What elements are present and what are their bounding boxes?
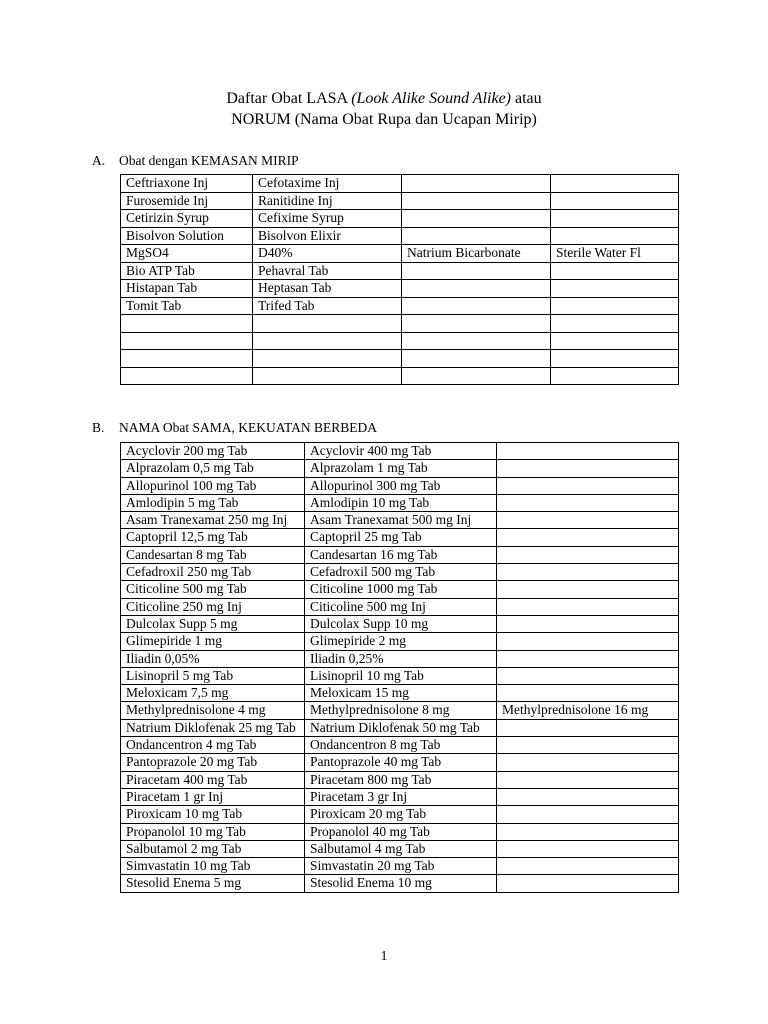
table-cell [402, 332, 551, 350]
table-cell: Simvastatin 10 mg Tab [121, 858, 305, 875]
section-b-heading [92, 420, 377, 436]
table-cell [402, 192, 551, 210]
table-cell: Asam Tranexamat 500 mg Inj [305, 512, 497, 529]
table-row [121, 788, 679, 805]
table-row [121, 667, 679, 684]
table-row [121, 737, 679, 754]
table-cell: Citicoline 500 mg Tab [121, 581, 305, 598]
table-cell [497, 737, 679, 754]
table-cell: Piracetam 800 mg Tab [305, 771, 497, 788]
table-cell [551, 210, 679, 228]
table-cell: Lisinopril 10 mg Tab [305, 667, 497, 684]
table-cell [497, 564, 679, 581]
table-cell: Piracetam 400 mg Tab [121, 771, 305, 788]
table-cell [497, 443, 679, 460]
table-cell [497, 771, 679, 788]
table-row [121, 494, 679, 511]
table-row [121, 443, 679, 460]
title-text-italic: (Look Alike Sound Alike) [351, 90, 511, 107]
table-cell: Citicoline 1000 mg Tab [305, 581, 497, 598]
table-row [121, 840, 679, 857]
table-cell [121, 332, 253, 350]
table-cell: Ondancentron 8 mg Tab [305, 737, 497, 754]
table-row [121, 685, 679, 702]
table-cell [497, 840, 679, 857]
table-row [121, 823, 679, 840]
table-cell [497, 754, 679, 771]
table-cell: Methylprednisolone 8 mg [305, 702, 497, 719]
table-cell: Cefadroxil 500 mg Tab [305, 564, 497, 581]
section-b-letter: B. [92, 420, 105, 435]
table-cell: Pehavral Tab [253, 262, 402, 280]
document-title-line-2: NORUM (Nama Obat Rupa dan Ucapan Mirip) [231, 111, 537, 128]
table-cell: Tomit Tab [121, 297, 253, 315]
table-cell: Cefadroxil 250 mg Tab [121, 564, 305, 581]
table-cell [497, 858, 679, 875]
table-cell [551, 332, 679, 350]
table-row [121, 858, 679, 875]
table-cell: Candesartan 16 mg Tab [305, 546, 497, 563]
table-cell: Trifed Tab [253, 297, 402, 315]
table-cell: Stesolid Enema 10 mg [305, 875, 497, 892]
table-row [121, 192, 679, 210]
table-row [121, 245, 679, 263]
table-cell [497, 494, 679, 511]
table-cell: Meloxicam 15 mg [305, 685, 497, 702]
table-cell: Bisolvon Elixir [253, 227, 402, 245]
table-cell: Cefotaxime Inj [253, 175, 402, 193]
table-cell [402, 297, 551, 315]
table-cell: Asam Tranexamat 250 mg Inj [121, 512, 305, 529]
table-cell: Alprazolam 0,5 mg Tab [121, 460, 305, 477]
table-cell: Amlodipin 5 mg Tab [121, 494, 305, 511]
table-cell: Methylprednisolone 16 mg [497, 702, 679, 719]
table-cell [497, 615, 679, 632]
table-row [121, 615, 679, 632]
table-cell [497, 685, 679, 702]
table-cell: Histapan Tab [121, 280, 253, 298]
table-cell [402, 262, 551, 280]
table-row [121, 460, 679, 477]
table-cell [121, 315, 253, 333]
table-cell [551, 367, 679, 385]
table-cell [551, 315, 679, 333]
table-cell: Bio ATP Tab [121, 262, 253, 280]
table-row [121, 297, 679, 315]
table-cell [253, 350, 402, 368]
table-cell: Glimepiride 2 mg [305, 633, 497, 650]
table-row [121, 719, 679, 736]
table-cell: Sterile Water Fl [551, 245, 679, 263]
table-cell: Amlodipin 10 mg Tab [305, 494, 497, 511]
table-row [121, 512, 679, 529]
table-cell: D40% [253, 245, 402, 263]
table-cell: Acyclovir 400 mg Tab [305, 443, 497, 460]
table-cell: Citicoline 250 mg Inj [121, 598, 305, 615]
section-a-letter: A. [92, 153, 106, 168]
table-cell: Natrium Diklofenak 50 mg Tab [305, 719, 497, 736]
table-cell: Ceftriaxone Inj [121, 175, 253, 193]
table-cell [497, 667, 679, 684]
table-cell [551, 297, 679, 315]
table-cell: Acyclovir 200 mg Tab [121, 443, 305, 460]
table-cell: Glimepiride 1 mg [121, 633, 305, 650]
table-row [121, 546, 679, 563]
table-cell: Piroxicam 20 mg Tab [305, 806, 497, 823]
table-cell [497, 598, 679, 615]
table-cell: Iliadin 0,25% [305, 650, 497, 667]
table-cell: MgSO4 [121, 245, 253, 263]
table-cell: Propanolol 10 mg Tab [121, 823, 305, 840]
table-cell: Salbutamol 4 mg Tab [305, 840, 497, 857]
table-cell: Propanolol 40 mg Tab [305, 823, 497, 840]
table-cell [551, 280, 679, 298]
table-cell [253, 332, 402, 350]
table-cell [551, 262, 679, 280]
table-cell [497, 633, 679, 650]
table-row [121, 262, 679, 280]
table-cell: Methylprednisolone 4 mg [121, 702, 305, 719]
table-cell: Cefixime Syrup [253, 210, 402, 228]
table-cell [497, 719, 679, 736]
section-b-title: NAMA Obat SAMA, KEKUATAN BERBEDA [119, 420, 378, 435]
table-cell: Piracetam 1 gr Inj [121, 788, 305, 805]
table-cell [551, 175, 679, 193]
table-row [121, 771, 679, 788]
table-cell: Citicoline 500 mg Inj [305, 598, 497, 615]
section-a-table [120, 174, 679, 385]
table-cell: Piracetam 3 gr Inj [305, 788, 497, 805]
table-cell: Lisinopril 5 mg Tab [121, 667, 305, 684]
table-row [121, 633, 679, 650]
table-row [121, 581, 679, 598]
table-cell: Heptasan Tab [253, 280, 402, 298]
table-cell [402, 210, 551, 228]
table-cell [253, 367, 402, 385]
table-cell: Bisolvon Solution [121, 227, 253, 245]
table-cell: Natrium Diklofenak 25 mg Tab [121, 719, 305, 736]
table-cell [497, 806, 679, 823]
table-row [121, 564, 679, 581]
table-row [121, 210, 679, 228]
table-cell [497, 823, 679, 840]
table-cell: Salbutamol 2 mg Tab [121, 840, 305, 857]
table-row [121, 806, 679, 823]
page-number: 1 [380, 948, 388, 963]
table-cell: Meloxicam 7,5 mg [121, 685, 305, 702]
table-row [121, 529, 679, 546]
table-row [121, 702, 679, 719]
table-row [121, 332, 679, 350]
table-cell: Pantoprazole 20 mg Tab [121, 754, 305, 771]
title-text-post: atau [511, 90, 542, 107]
section-a-title: Obat dengan KEMASAN MIRIP [119, 153, 299, 168]
table-cell [497, 788, 679, 805]
table-cell [253, 315, 402, 333]
table-cell [497, 529, 679, 546]
table-cell [402, 350, 551, 368]
table-cell: Simvastatin 20 mg Tab [305, 858, 497, 875]
table-cell [551, 227, 679, 245]
table-row [121, 350, 679, 368]
table-cell [551, 350, 679, 368]
table-cell [402, 280, 551, 298]
table-cell: Ondancentron 4 mg Tab [121, 737, 305, 754]
table-cell: Cetirizin Syrup [121, 210, 253, 228]
table-cell: Iliadin 0,05% [121, 650, 305, 667]
table-cell: Captopril 12,5 mg Tab [121, 529, 305, 546]
table-cell: Allopurinol 100 mg Tab [121, 477, 305, 494]
table-cell [121, 367, 253, 385]
table-cell [497, 650, 679, 667]
table-cell [497, 581, 679, 598]
table-cell [402, 227, 551, 245]
table-row [121, 477, 679, 494]
table-cell [497, 546, 679, 563]
title-text-pre: Daftar Obat LASA [226, 90, 352, 107]
table-row [121, 367, 679, 385]
table-cell: Furosemide Inj [121, 192, 253, 210]
table-cell: Dulcolax Supp 10 mg [305, 615, 497, 632]
table-cell [121, 350, 253, 368]
document-title-line-1 [0, 89, 768, 109]
table-cell: Stesolid Enema 5 mg [121, 875, 305, 892]
table-cell [551, 192, 679, 210]
section-b-table [120, 442, 679, 893]
table-cell: Ranitidine Inj [253, 192, 402, 210]
table-cell [497, 477, 679, 494]
table-cell: Alprazolam 1 mg Tab [305, 460, 497, 477]
table-row [121, 754, 679, 771]
table-row [121, 280, 679, 298]
table-row [121, 227, 679, 245]
table-cell: Piroxicam 10 mg Tab [121, 806, 305, 823]
table-row [121, 315, 679, 333]
table-cell [402, 315, 551, 333]
table-cell [497, 460, 679, 477]
table-cell: Natrium Bicarbonate [402, 245, 551, 263]
table-row [121, 650, 679, 667]
table-cell [497, 875, 679, 892]
table-row [121, 598, 679, 615]
table-row [121, 175, 679, 193]
table-cell: Captopril 25 mg Tab [305, 529, 497, 546]
table-cell: Pantoprazole 40 mg Tab [305, 754, 497, 771]
table-cell [497, 512, 679, 529]
table-cell [402, 367, 551, 385]
table-cell: Dulcolax Supp 5 mg [121, 615, 305, 632]
table-cell: Allopurinol 300 mg Tab [305, 477, 497, 494]
table-cell [402, 175, 551, 193]
table-row [121, 875, 679, 892]
table-cell: Candesartan 8 mg Tab [121, 546, 305, 563]
section-a-heading [92, 153, 299, 169]
